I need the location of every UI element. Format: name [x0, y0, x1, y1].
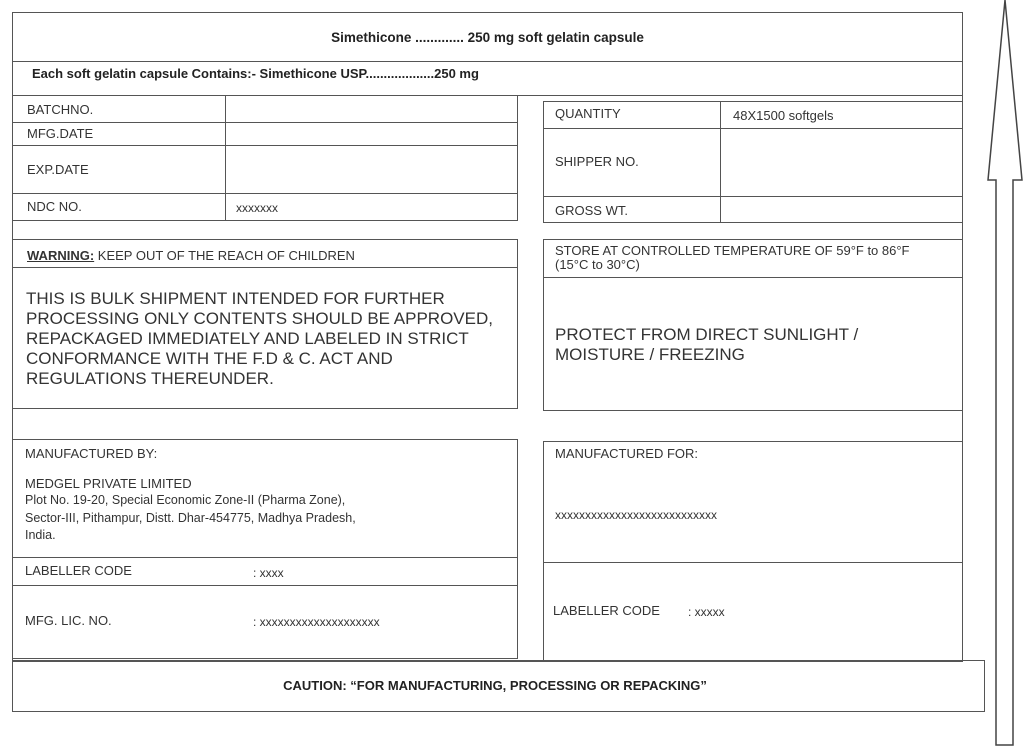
row-divider — [543, 128, 963, 129]
contains-statement: Each soft gelatin capsule Contains:- Simethicone USP...................250 mg — [32, 66, 479, 81]
labeller-code-value: : xxxx — [253, 566, 284, 580]
product-title: Simethicone ............. 250 mg soft gelatin capsule — [331, 30, 644, 45]
gross-wt-label: GROSS WT. — [555, 203, 628, 218]
manufacturer-name: MEDGEL PRIVATE LIMITED — [25, 476, 192, 491]
manufactured-by-label: MANUFACTURED BY: — [25, 446, 158, 461]
mfg-lic-no-label: MFG. LIC. NO. — [25, 613, 112, 628]
exp-date-label: EXP.DATE — [27, 162, 89, 177]
for-labeller-code-label: LABELLER CODE — [553, 603, 660, 618]
row-divider — [543, 196, 963, 197]
storage-statement: STORE AT CONTROLLED TEMPERATURE OF 59°F to 86°F (15°C to 30°C) — [555, 243, 910, 272]
row-divider — [12, 145, 518, 146]
caution-statement: CAUTION: “FOR MANUFACTURING, PROCESSING OR REPACKING” — [283, 678, 707, 693]
batch-no-label: BATCHNO. — [27, 102, 94, 117]
labeller-code-label: LABELLER CODE — [25, 563, 132, 578]
row-divider — [12, 585, 518, 586]
ndc-no-label: NDC NO. — [27, 199, 82, 214]
manufactured-for-section — [543, 441, 963, 661]
row-divider — [543, 562, 963, 563]
for-labeller-code-value: : xxxxx — [688, 605, 725, 619]
row-divider — [543, 277, 963, 278]
manufactured-for-value: xxxxxxxxxxxxxxxxxxxxxxxxxxx — [555, 508, 717, 522]
protect-statement: PROTECT FROM DIRECT SUNLIGHT / MOISTURE / FREEZING — [555, 325, 859, 364]
warning-text: KEEP OUT OF THE REACH OF CHILDREN — [94, 248, 355, 263]
row-divider — [12, 267, 518, 268]
bulk-shipment-statement: THIS IS BULK SHIPMENT INTENDED FOR FURTHER PROCESSING ONLY CONTENTS SHOULD BE APPROVED, REPACKAGED IMMEDIATELY AND LABELED IN STRICT CONFORMANCE WITH THE F.D & C. ACT AND REGULATIONS THEREUNDER. — [26, 289, 493, 388]
quantity-value: 48X1500 softgels — [733, 108, 834, 123]
manufacturer-address-line2: Sector-III, Pithampur, Distt. Dhar-454775, Madhya Pradesh, — [25, 511, 356, 525]
ndc-no-value: xxxxxxx — [236, 201, 278, 215]
manufacturer-address-line3: India. — [25, 528, 56, 542]
mfg-lic-no-value: : xxxxxxxxxxxxxxxxxxxx — [253, 615, 380, 629]
quantity-label: QUANTITY — [555, 106, 621, 121]
shipper-no-label: SHIPPER NO. — [555, 154, 639, 169]
row-divider — [12, 557, 518, 558]
warning-label: WARNING: — [27, 248, 95, 263]
row-divider — [12, 122, 518, 123]
warning-line — [27, 248, 355, 263]
mfg-date-label: MFG.DATE — [27, 126, 94, 141]
up-arrow-icon — [985, 0, 1025, 751]
manufacturer-address-line1: Plot No. 19-20, Special Economic Zone-II (Pharma Zone), — [25, 493, 346, 507]
row-divider — [12, 193, 518, 194]
manufactured-for-label: MANUFACTURED FOR: — [555, 446, 698, 461]
